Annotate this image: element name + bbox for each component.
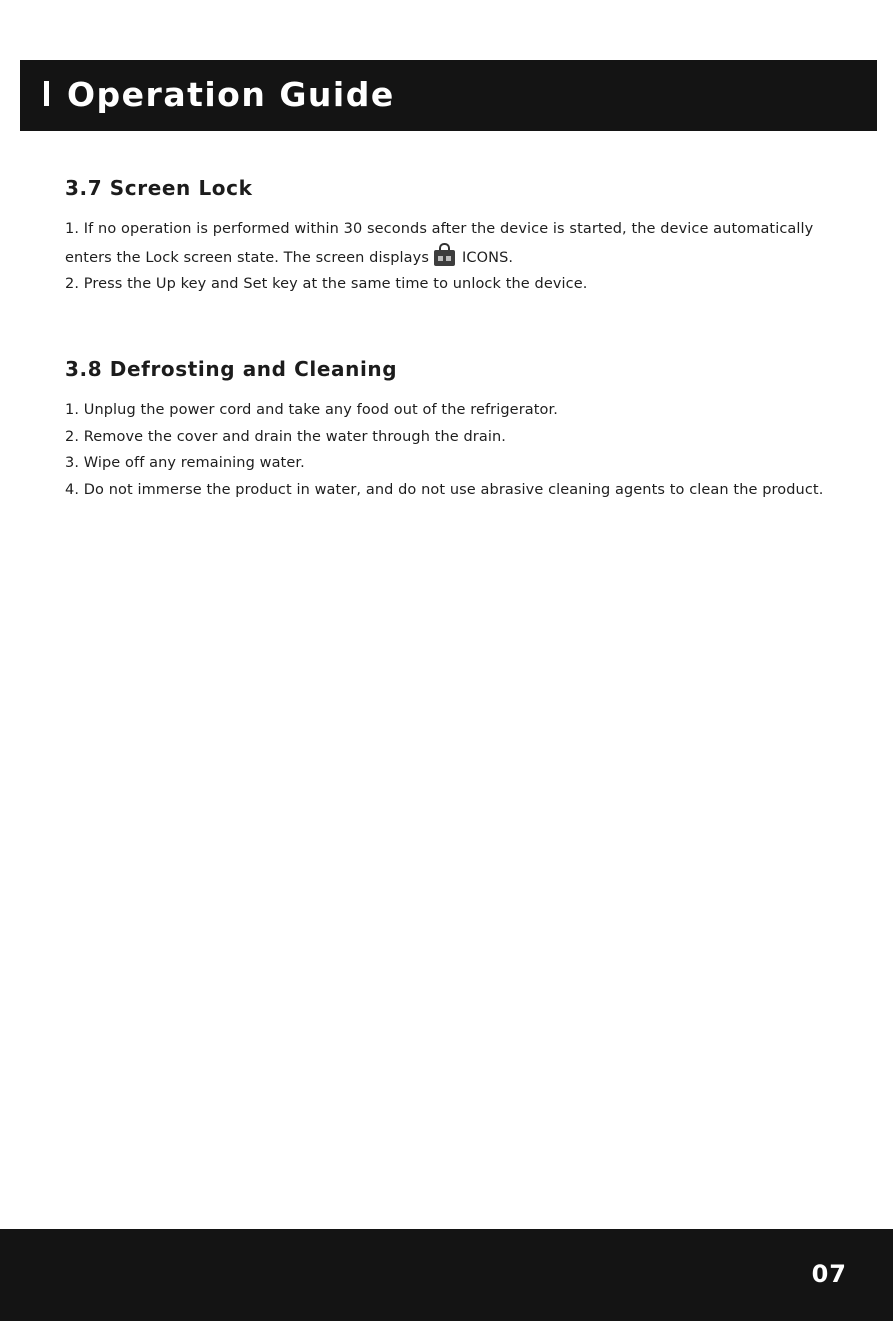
list-item: 2. Remove the cover and drain the water through the drain. — [65, 428, 506, 445]
list-item: 2. Press the Up key and Set key at the same time to unlock the device. — [65, 276, 588, 292]
section-screen-lock — [65, 175, 845, 298]
section-title: 3.7 Screen Lock — [65, 176, 253, 200]
list-item: 3. Wipe off any remaining water. — [65, 455, 305, 471]
list-item — [65, 216, 845, 271]
page-title: Operation Guide — [67, 75, 395, 114]
list-item: 4. Do not immerse the product in water, and do not use abrasive cleaning agents to clean the product. — [65, 481, 824, 498]
header-bar — [20, 60, 877, 131]
footer-bar — [0, 1229, 893, 1321]
list-item-text: 1. If no operation is performed within 30 seconds after the device is started, the device automatically enters the Lock screen state. The screen displays — [65, 221, 814, 266]
section-title: 3.8 Defrosting and Cleaning — [65, 357, 398, 381]
list-item: 1. Unplug the power cord and take any food out of the refrigerator. — [65, 402, 558, 418]
list-item-text: ICONS. — [462, 249, 514, 266]
section-defrosting-cleaning — [65, 356, 845, 503]
page-number: 07 — [811, 1260, 847, 1288]
lock-icon — [434, 243, 455, 266]
header-accent-bar — [44, 81, 49, 106]
